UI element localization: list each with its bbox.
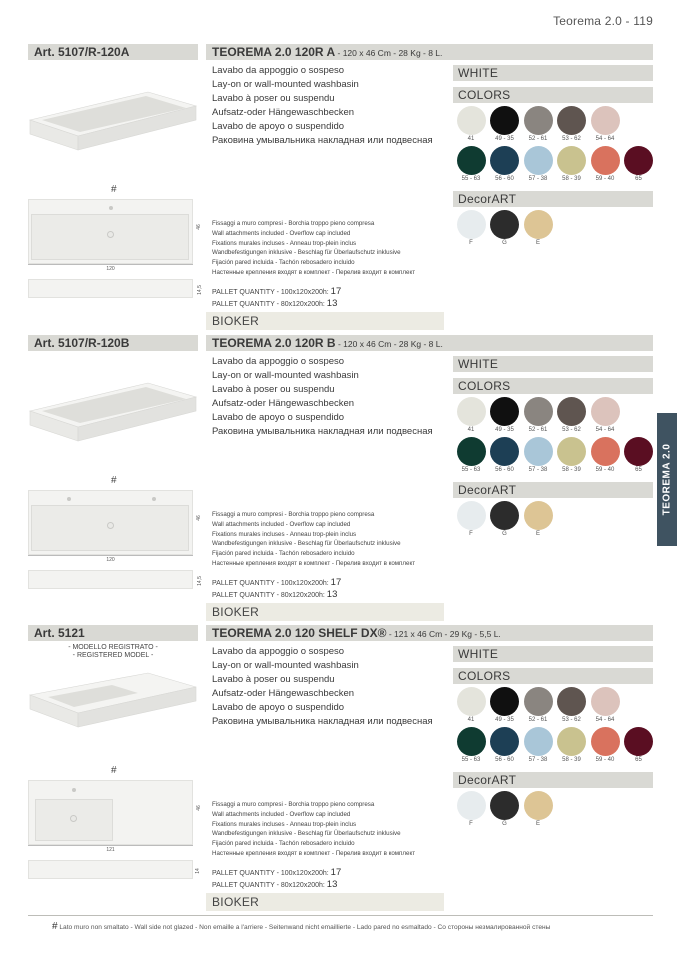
- swatch-code: 58 - 39: [562, 176, 581, 182]
- footer-divider: [28, 915, 653, 916]
- product-spec: - 120 x 46 Cm - 28 Kg - 8 L.: [335, 339, 443, 349]
- color-swatch[interactable]: [523, 501, 553, 539]
- color-swatch[interactable]: [557, 106, 587, 144]
- side-view-drawing: [28, 570, 193, 589]
- pallet-line-2: PALLET QUANTITY - 80x120x200h: 13: [212, 878, 338, 890]
- swatch-code: E: [535, 821, 540, 827]
- height-dimension: 46: [195, 224, 202, 230]
- color-swatch[interactable]: [490, 727, 520, 765]
- product-description: [212, 645, 452, 729]
- unglazed-mark: #: [111, 765, 117, 776]
- product-block: [28, 44, 653, 334]
- swatch-dot: [524, 210, 553, 239]
- decorart-label: DecorART: [453, 772, 653, 788]
- swatch-dot: [457, 501, 486, 530]
- swatch-code: 57 - 38: [528, 467, 548, 473]
- swatch-code: 52 - 61: [528, 136, 548, 142]
- swatch-code: 54 - 64: [595, 427, 615, 433]
- swatch-dot: [557, 687, 586, 716]
- description-line: Раковина умывальника накладная или подвесная: [212, 716, 433, 727]
- fixing-line: Fixations murales incluses - Anneau trop-plein inclus: [212, 820, 357, 828]
- color-swatches: [456, 106, 656, 186]
- swatch-code: G: [502, 240, 507, 246]
- swatch-dot: [457, 146, 486, 175]
- fixing-line: Wall attachments included - Overflow cap included: [212, 520, 351, 528]
- fixing-line: Fijación pared incluida - Tachón rebosadero incluido: [212, 259, 355, 267]
- swatch-dot: [457, 727, 486, 756]
- product-spec: - 120 x 46 Cm - 28 Kg - 8 L.: [335, 48, 443, 58]
- front-view-drawing: [28, 780, 193, 845]
- color-swatch[interactable]: [523, 437, 553, 475]
- pallet-line-1: PALLET QUANTITY - 100x120x200h: 17: [212, 577, 342, 588]
- description-line: Lavabo da appoggio o sospeso: [212, 646, 345, 657]
- white-label: WHITE: [453, 65, 653, 81]
- color-swatch[interactable]: [490, 437, 520, 475]
- description-line: Lay-on or wall-mounted washbasin: [212, 79, 359, 90]
- swatch-dot: [591, 397, 620, 426]
- swatch-dot: [490, 687, 519, 716]
- article-code: Art. 5107/R-120B: [28, 335, 198, 351]
- drain: [107, 522, 114, 529]
- product-image: [28, 665, 198, 745]
- color-swatch[interactable]: [456, 146, 486, 184]
- description-line: Раковина умывальника накладная или подвесная: [212, 135, 433, 146]
- color-swatch[interactable]: [590, 106, 620, 144]
- swatch-code: 57 - 38: [528, 757, 548, 763]
- color-swatch[interactable]: [490, 687, 520, 725]
- swatch-dot: [624, 437, 653, 466]
- pallet-line-2: PALLET QUANTITY - 80x120x200h: 13: [212, 588, 338, 600]
- product-block: [28, 335, 653, 625]
- swatch-dot: [524, 687, 553, 716]
- side-view-drawing: [28, 860, 193, 879]
- color-swatch[interactable]: [523, 791, 553, 829]
- color-swatch[interactable]: [557, 397, 587, 435]
- unglazed-mark: #: [111, 184, 117, 195]
- color-swatch[interactable]: [557, 727, 587, 765]
- swatch-code: 58 - 39: [562, 467, 581, 473]
- height-dimension: 46: [195, 515, 202, 521]
- description-line: Aufsatz-oder Hängewaschbecken: [212, 107, 355, 118]
- swatch-code: 55 - 63: [461, 467, 481, 473]
- page-header: Teorema 2.0 - 119: [553, 14, 653, 28]
- swatch-dot: [524, 501, 553, 530]
- swatch-code: 59 - 40: [595, 467, 615, 473]
- color-swatch[interactable]: [456, 397, 486, 435]
- pallet-line-2: PALLET QUANTITY - 80x120x200h: 13: [212, 297, 338, 309]
- side-view-drawing: [28, 279, 193, 298]
- swatch-dot: [490, 437, 519, 466]
- swatch-dot: [591, 687, 620, 716]
- swatch-code: 41: [467, 136, 475, 142]
- swatch-dot: [490, 501, 519, 530]
- color-swatch[interactable]: [590, 687, 620, 725]
- pallet-info: [212, 287, 341, 310]
- depth-dimension: 14: [194, 868, 201, 874]
- swatch-dot: [524, 727, 553, 756]
- description-line: Lavabo à poser ou suspendu: [212, 674, 335, 685]
- color-swatch[interactable]: [523, 727, 553, 765]
- description-line: Lavabo à poser ou suspendu: [212, 384, 335, 395]
- product-title: TEOREMA 2.0 120 SHELF DX®: [212, 626, 387, 640]
- swatch-code: G: [502, 821, 507, 827]
- swatch-dot: [624, 146, 653, 175]
- swatch-code: 52 - 61: [528, 717, 548, 723]
- pallet-line-1: PALLET QUANTITY - 100x120x200h: 17: [212, 286, 342, 297]
- fixing-line: Fijación pared incluida - Tachón rebosadero incluido: [212, 840, 355, 848]
- description-line: Lavabo à poser ou suspendu: [212, 93, 335, 104]
- swatch-row: [456, 727, 656, 765]
- swatch-dot: [457, 210, 486, 239]
- product-title: TEOREMA 2.0 120R B: [212, 336, 336, 350]
- fixing-line: Настенные крепления входят в комплект - Перелив входит в комплект: [212, 268, 416, 276]
- swatch-dot: [591, 727, 620, 756]
- swatch-dot: [557, 397, 586, 426]
- color-swatch[interactable]: [456, 210, 486, 248]
- fixing-line: Wandbefestigungen inklusive - Beschlag für Überlaufschutz inklusive: [212, 540, 401, 548]
- pallet-line-1: PALLET QUANTITY - 100x120x200h: 17: [212, 867, 342, 878]
- color-swatch[interactable]: [456, 106, 486, 144]
- swatch-dot: [524, 791, 553, 820]
- swatch-dot: [591, 437, 620, 466]
- decorart-label: DecorART: [453, 191, 653, 207]
- swatch-code: E: [535, 240, 540, 246]
- swatch-dot: [490, 106, 519, 135]
- swatch-code: 55 - 63: [461, 176, 481, 182]
- swatch-dot: [557, 106, 586, 135]
- article-code: Art. 5121: [28, 625, 198, 641]
- description-line: Lavabo de apoyo o suspendido: [212, 412, 345, 423]
- description-line: Lay-on or wall-mounted washbasin: [212, 370, 359, 381]
- fixing-line: Wall attachments included - Overflow cap included: [212, 810, 351, 818]
- fixing-info: [212, 800, 452, 859]
- swatch-code: 55 - 63: [461, 757, 481, 763]
- swatch-code: 41: [467, 427, 475, 433]
- swatch-dot: [557, 437, 586, 466]
- swatch-dot: [490, 791, 519, 820]
- material-label: BIOKER: [206, 312, 444, 330]
- fixing-info: [212, 219, 452, 278]
- color-swatch[interactable]: [523, 106, 553, 144]
- swatch-code: 53 - 62: [562, 136, 581, 142]
- color-swatch[interactable]: [523, 687, 553, 725]
- front-view-drawing: [28, 490, 193, 555]
- swatch-code: F: [469, 531, 473, 537]
- swatch-code: F: [469, 821, 473, 827]
- swatch-code: 65: [635, 467, 642, 473]
- color-swatch[interactable]: [624, 146, 654, 184]
- fixing-line: Wandbefestigungen inklusive - Beschlag für Überlaufschutz inklusive: [212, 249, 401, 257]
- color-swatches: [456, 397, 656, 477]
- decorart-label: DecorART: [453, 482, 653, 498]
- color-swatch[interactable]: [590, 146, 620, 184]
- color-swatch[interactable]: [590, 727, 620, 765]
- width-dimension: 120: [106, 266, 115, 272]
- white-label: WHITE: [453, 356, 653, 372]
- swatch-code: 59 - 40: [595, 757, 615, 763]
- color-swatch[interactable]: [490, 791, 520, 829]
- description-line: Lavabo de apoyo o suspendido: [212, 702, 345, 713]
- height-dimension: 46: [195, 805, 202, 811]
- swatch-code: 54 - 64: [595, 136, 615, 142]
- swatch-dot: [557, 146, 586, 175]
- swatch-code: E: [535, 531, 540, 537]
- color-swatch[interactable]: [523, 397, 553, 435]
- product-spec: - 121 x 46 Cm - 29 Kg - 5,5 L.: [386, 629, 501, 639]
- product-image: [28, 84, 198, 164]
- color-swatch[interactable]: [624, 437, 654, 475]
- swatch-code: 49 - 35: [495, 427, 514, 433]
- color-swatch[interactable]: [490, 146, 520, 184]
- width-dimension: 121: [106, 847, 115, 853]
- registered-model-note: - MODELLO REGISTRATO - - REGISTERED MODEL -: [68, 644, 158, 659]
- dimension-line: [28, 555, 193, 556]
- color-swatch[interactable]: [590, 437, 620, 475]
- swatch-code: F: [469, 240, 473, 246]
- colors-label: COLORS: [453, 378, 653, 394]
- colors-label: COLORS: [453, 87, 653, 103]
- fixing-line: Fixations murales incluses - Anneau trop-plein inclus: [212, 239, 357, 247]
- colors-label: COLORS: [453, 668, 653, 684]
- swatch-dot: [490, 146, 519, 175]
- color-swatch[interactable]: [624, 727, 654, 765]
- tap-hole: [152, 497, 156, 501]
- footer-hash: #: [52, 921, 58, 932]
- swatch-dot: [524, 146, 553, 175]
- swatch-dot: [490, 397, 519, 426]
- fixing-line: Настенные крепления входят в комплект - Перелив входит в комплект: [212, 559, 416, 567]
- color-swatch[interactable]: [490, 397, 520, 435]
- swatch-code: 54 - 64: [595, 717, 615, 723]
- swatch-code: 49 - 35: [495, 717, 514, 723]
- description-line: Lavabo de apoyo o suspendido: [212, 121, 345, 132]
- swatch-dot: [524, 437, 553, 466]
- pallet-info: [212, 868, 341, 891]
- color-swatch[interactable]: [523, 146, 553, 184]
- article-code: Art. 5107/R-120A: [28, 44, 198, 60]
- dimension-line: [28, 845, 193, 846]
- description-line: Lavabo da appoggio o sospeso: [212, 65, 345, 76]
- color-swatch[interactable]: [456, 501, 486, 539]
- product-image: [28, 375, 198, 455]
- color-swatch[interactable]: [557, 437, 587, 475]
- color-swatch[interactable]: [557, 687, 587, 725]
- description-line: Lay-on or wall-mounted washbasin: [212, 660, 359, 671]
- fixing-line: Fijación pared incluida - Tachón rebosadero incluido: [212, 550, 355, 558]
- fixing-line: Fixations murales incluses - Anneau trop-plein inclus: [212, 530, 357, 538]
- color-swatch[interactable]: [456, 791, 486, 829]
- swatch-dot: [557, 727, 586, 756]
- dimension-line: [28, 264, 193, 265]
- swatch-dot: [490, 210, 519, 239]
- swatch-code: 56 - 60: [495, 467, 514, 473]
- decor-swatches: [456, 791, 656, 831]
- swatch-code: 53 - 62: [562, 717, 581, 723]
- fixing-info: [212, 510, 452, 569]
- decor-swatches: [456, 501, 656, 541]
- drain: [70, 815, 77, 822]
- swatch-row: [456, 437, 656, 475]
- unglazed-mark: #: [111, 475, 117, 486]
- description-line: Aufsatz-oder Hängewaschbecken: [212, 398, 355, 409]
- description-line: Aufsatz-oder Hängewaschbecken: [212, 688, 355, 699]
- color-swatch[interactable]: [456, 727, 486, 765]
- swatch-row: [456, 687, 656, 725]
- product-title-bar: [206, 625, 653, 641]
- material-label: BIOKER: [206, 603, 444, 621]
- depth-dimension: 14,5: [196, 576, 203, 586]
- footer-text: Lato muro non smaltato - Wall side not glazed - Non emaille a l'arriere - Seitenwand nicht emaillierte - Lado pared no esmaltado - Со стороны незмалированной стены: [57, 924, 551, 931]
- footer-note: [52, 921, 550, 932]
- fixing-line: Wall attachments included - Overflow cap included: [212, 229, 351, 237]
- fixing-line: Fissaggi a muro compresi - Borchia troppo pieno compresa: [212, 801, 375, 808]
- description-line: Раковина умывальника накладная или подвесная: [212, 426, 433, 437]
- color-swatch[interactable]: [590, 397, 620, 435]
- fixing-line: Fissaggi a muro compresi - Borchia troppo pieno compresa: [212, 220, 375, 227]
- swatch-code: 58 - 39: [562, 757, 581, 763]
- swatch-dot: [457, 106, 486, 135]
- swatch-code: 59 - 40: [595, 176, 615, 182]
- color-swatch[interactable]: [456, 687, 486, 725]
- swatch-code: 41: [467, 717, 475, 723]
- material-label: BIOKER: [206, 893, 444, 911]
- width-dimension: 120: [106, 557, 115, 563]
- swatch-dot: [524, 397, 553, 426]
- drain: [107, 231, 114, 238]
- swatch-dot: [490, 727, 519, 756]
- swatch-row: [456, 106, 656, 144]
- fixing-line: Настенные крепления входят в комплект - Перелив входит в комплект: [212, 849, 416, 857]
- tap-hole: [67, 497, 71, 501]
- color-swatch[interactable]: [490, 106, 520, 144]
- side-tab[interactable]: [657, 413, 677, 546]
- front-view-drawing: [28, 199, 193, 264]
- swatch-row: [456, 397, 656, 435]
- fixing-line: Wandbefestigungen inklusive - Beschlag für Überlaufschutz inklusive: [212, 830, 401, 838]
- swatch-code: 56 - 60: [495, 757, 514, 763]
- swatch-dot: [457, 397, 486, 426]
- swatch-code: 65: [635, 757, 642, 763]
- color-swatches: [456, 687, 656, 767]
- description-line: Lavabo da appoggio o sospeso: [212, 356, 345, 367]
- color-swatch[interactable]: [523, 210, 553, 248]
- swatch-dot: [524, 106, 553, 135]
- swatch-row: [456, 501, 656, 539]
- swatch-row: [456, 146, 656, 184]
- swatch-code: 65: [635, 176, 642, 182]
- depth-dimension: 14,5: [196, 285, 203, 295]
- swatch-row: [456, 791, 656, 829]
- product-title: TEOREMA 2.0 120R A: [212, 45, 336, 59]
- product-description: [212, 355, 452, 439]
- tap-hole: [72, 788, 76, 792]
- side-tab-label: TEOREMA 2.0: [661, 443, 673, 516]
- swatch-row: [456, 210, 656, 248]
- swatch-code: 52 - 61: [528, 427, 548, 433]
- swatch-code: 49 - 35: [495, 136, 514, 142]
- swatch-dot: [457, 437, 486, 466]
- decor-swatches: [456, 210, 656, 250]
- fixing-line: Fissaggi a muro compresi - Borchia troppo pieno compresa: [212, 511, 375, 518]
- color-swatch[interactable]: [456, 437, 486, 475]
- product-block: [28, 625, 653, 915]
- swatch-code: 57 - 38: [528, 176, 548, 182]
- swatch-code: 53 - 62: [562, 427, 581, 433]
- swatch-dot: [457, 791, 486, 820]
- swatch-dot: [591, 146, 620, 175]
- product-title-bar: [206, 44, 653, 60]
- swatch-dot: [457, 687, 486, 716]
- color-swatch[interactable]: [490, 210, 520, 248]
- product-description: [212, 64, 452, 148]
- color-swatch[interactable]: [557, 146, 587, 184]
- swatch-dot: [591, 106, 620, 135]
- product-title-bar: [206, 335, 653, 351]
- color-swatch[interactable]: [490, 501, 520, 539]
- tap-hole: [109, 206, 113, 210]
- swatch-code: G: [502, 531, 507, 537]
- white-label: WHITE: [453, 646, 653, 662]
- swatch-code: 56 - 60: [495, 176, 514, 182]
- pallet-info: [212, 578, 341, 601]
- swatch-dot: [624, 727, 653, 756]
